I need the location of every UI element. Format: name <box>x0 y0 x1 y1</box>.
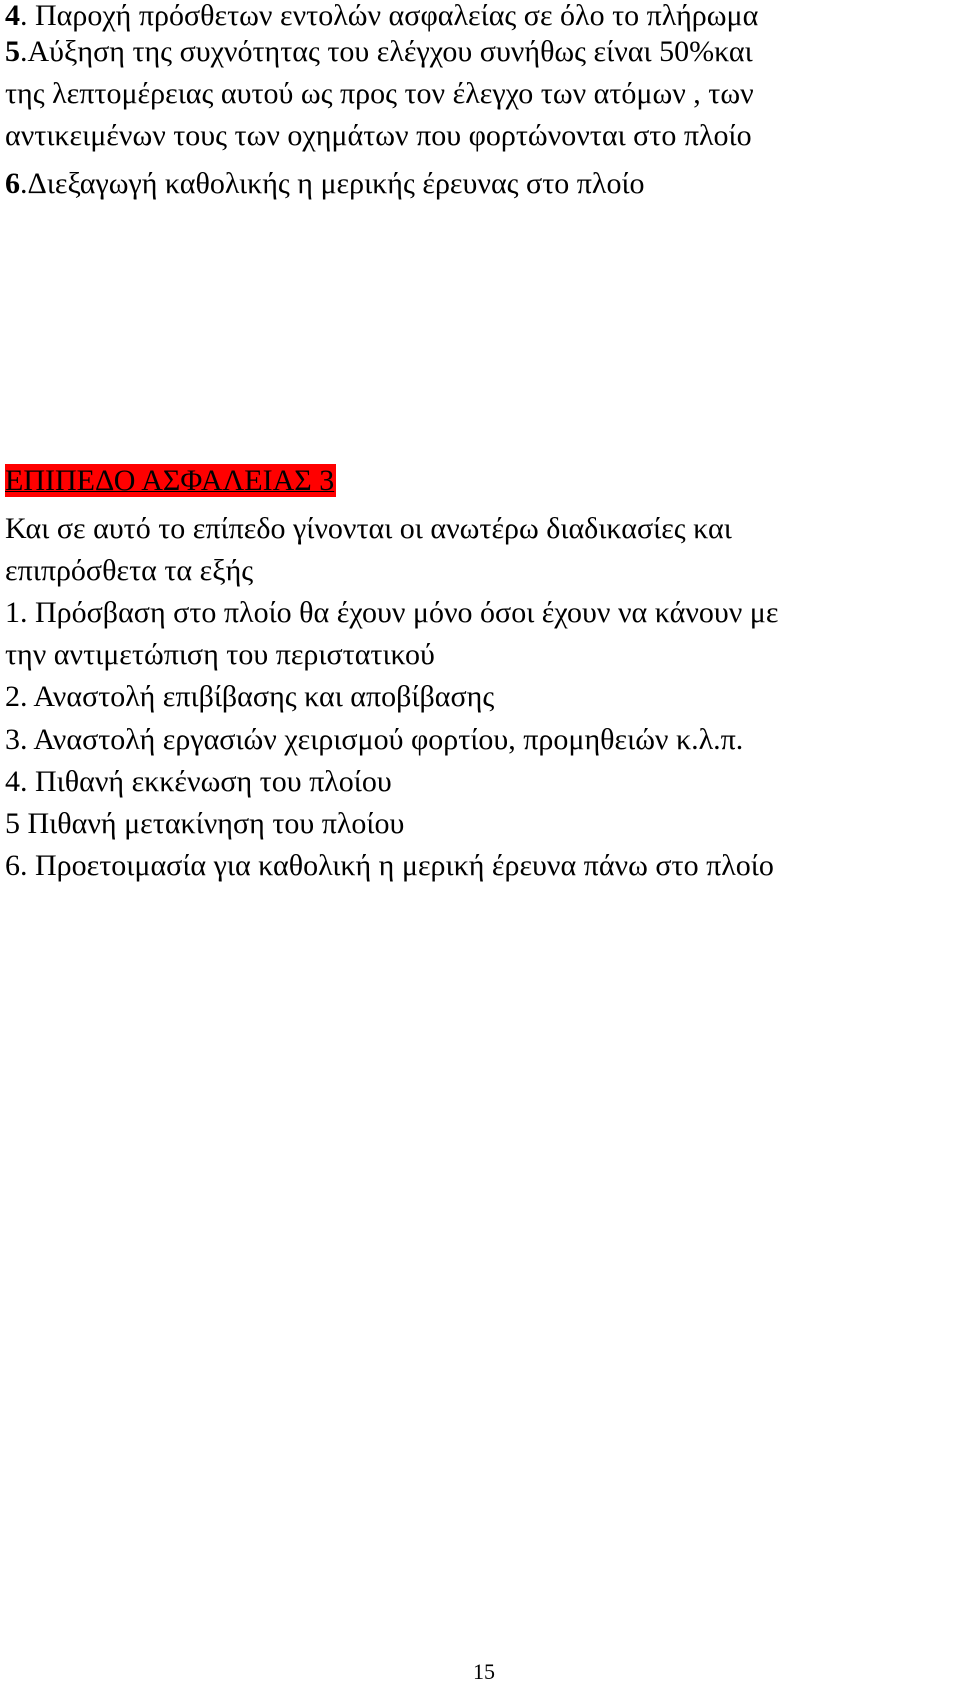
list-item <box>5 846 774 886</box>
security-level-3-heading: ΕΠΙΠΕΔΟ ΑΣΦΑΛΕΙΑΣ 3 <box>5 464 335 497</box>
section-heading <box>5 461 336 501</box>
list-item-continued <box>5 635 435 675</box>
list-item-5 <box>5 32 753 72</box>
list-item-6 <box>5 164 645 204</box>
item-number: 4 <box>5 0 20 32</box>
list-item-5-continued <box>5 116 752 156</box>
list-item <box>5 593 778 633</box>
item-text: 4. Πιθανή εκκένωση του πλοίου <box>5 765 392 798</box>
item-text: .Διεξαγωγή καθολικής η μερικής έρευνας στο πλοίο <box>20 167 645 200</box>
page-number: 15 <box>473 1659 495 1684</box>
list-item <box>5 762 392 802</box>
item-text: της λεπτομέρειας αυτού ως προς τον έλεγχο των ατόμων , των <box>5 77 754 110</box>
item-text: 6. Προετοιμασία για καθολική η μερική έρευνα πάνω στο πλοίο <box>5 849 774 882</box>
list-item <box>5 677 494 717</box>
item-text: 2. Αναστολή επιβίβασης και αποβίβασης <box>5 680 495 713</box>
list-item <box>5 804 404 844</box>
list-item-5-continued <box>5 74 754 114</box>
item-text: αντικειμένων τους των οχημάτων που φορτώνονται στο πλοίο <box>5 119 752 152</box>
item-text: 1. Πρόσβαση στο πλοίο θα έχουν μόνο όσοι έχουν να κάνουν με <box>5 596 779 629</box>
section-intro-continued <box>5 551 253 591</box>
intro-text: επιπρόσθετα τα εξής <box>5 554 254 587</box>
item-text: 5 Πιθανή μετακίνηση του πλοίου <box>5 807 405 840</box>
item-number: 5 <box>5 35 20 68</box>
item-text: την αντιμετώπιση του περιστατικού <box>5 638 435 671</box>
item-text: . Παροχή πρόσθετων εντολών ασφαλείας σε όλο το πλήρωμα <box>20 0 759 32</box>
item-text: 3. Αναστολή εργασιών χειρισμού φορτίου, προμηθειών κ.λ.π. <box>5 723 744 756</box>
list-item <box>5 720 743 760</box>
item-text: .Αύξηση της συχνότητας του ελέγχου συνήθως είναι 50%και <box>20 35 753 68</box>
intro-text: Και σε αυτό το επίπεδο γίνονται οι ανωτέρω διαδικασίες και <box>5 512 732 545</box>
list-item-4 <box>5 0 758 36</box>
item-number: 6 <box>5 167 20 200</box>
section-intro <box>5 509 732 549</box>
